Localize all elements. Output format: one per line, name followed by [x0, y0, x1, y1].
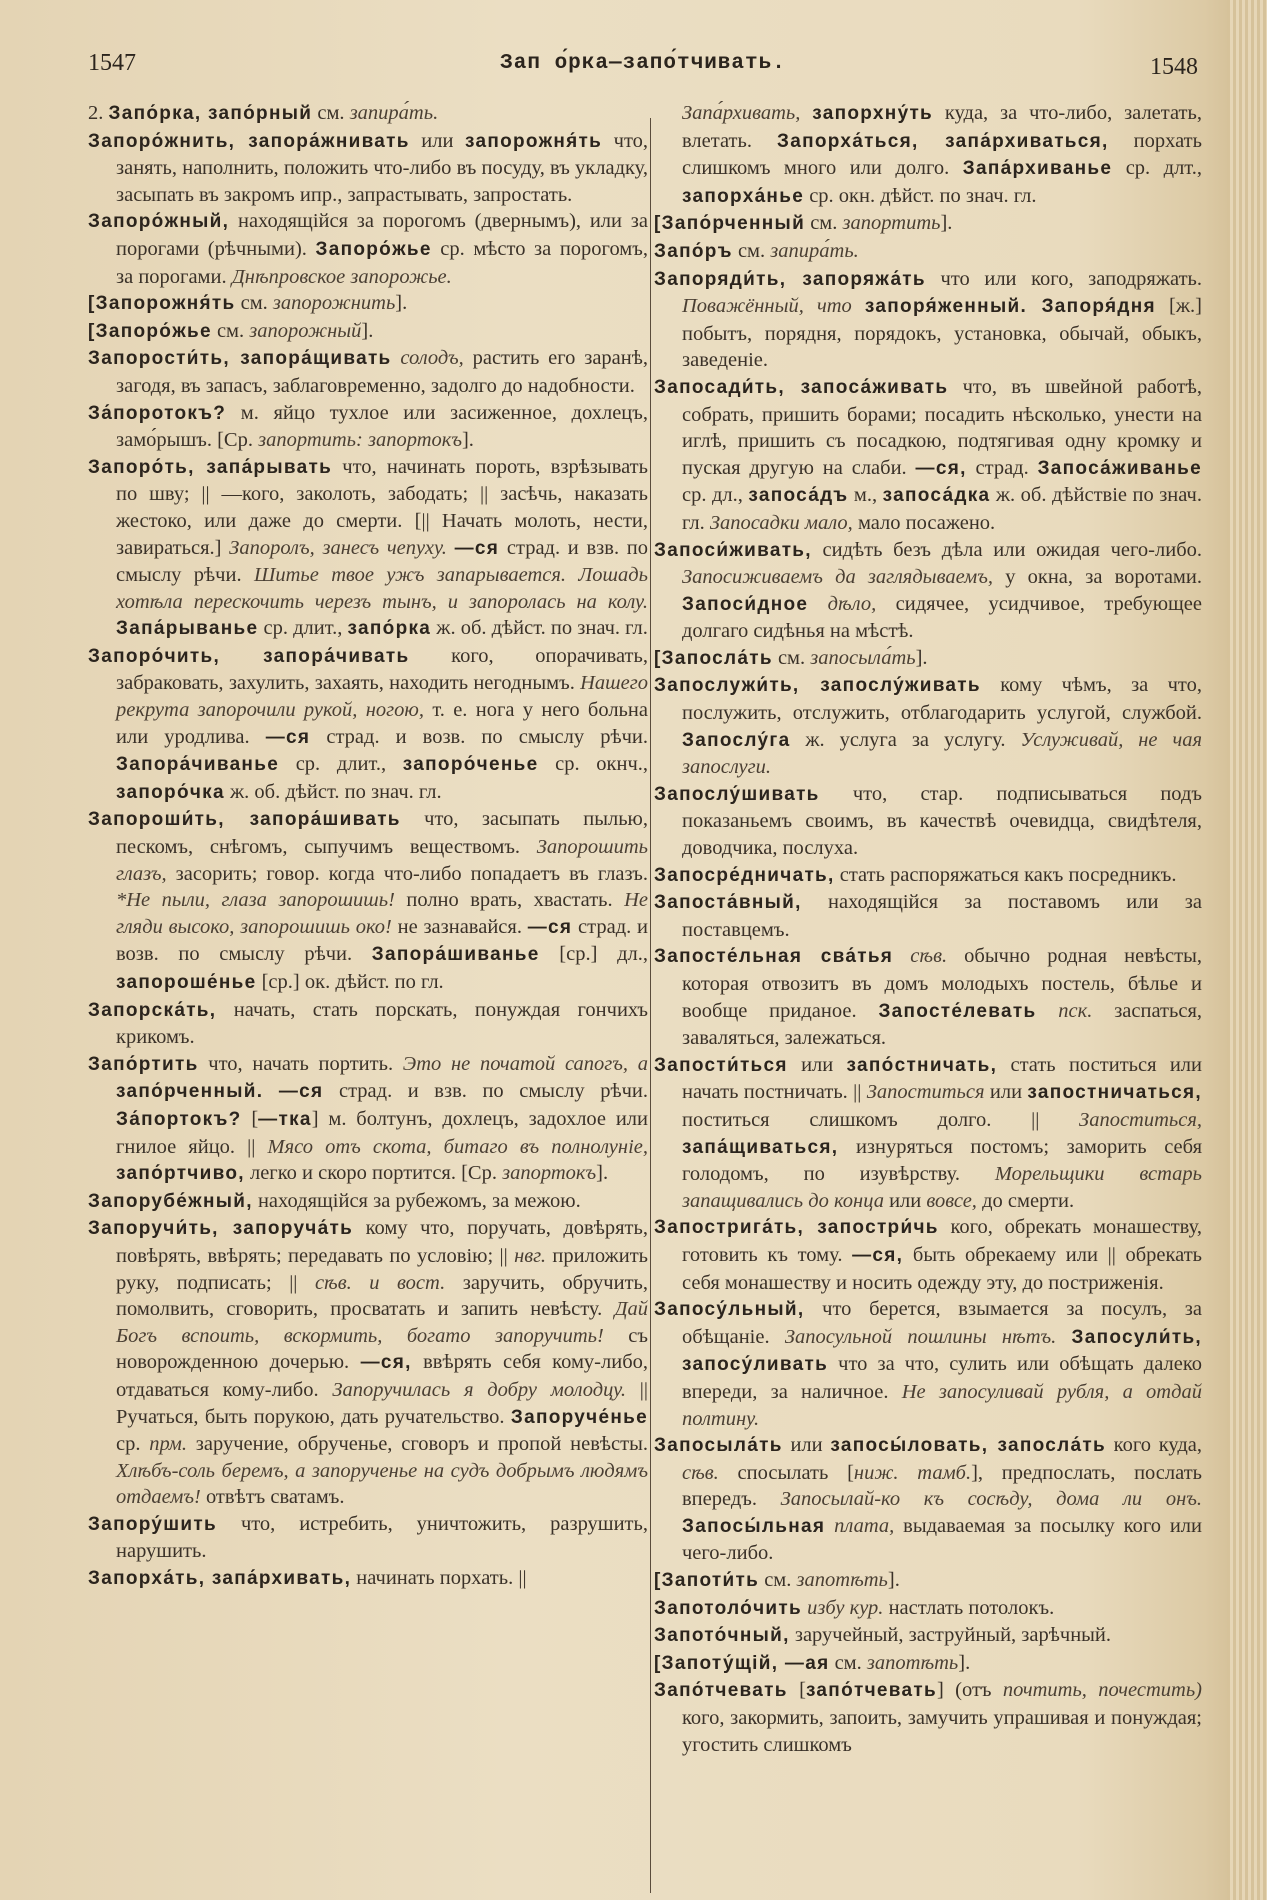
headword: Запорха́ть, запа́рхивать,	[88, 1568, 352, 1590]
entry-text: ср.	[116, 1433, 150, 1456]
headword: запорха́нье	[682, 185, 805, 207]
italic-text: запорожный	[249, 319, 362, 342]
entry-text: кого, опорачивать, забраковать, захулить, захаять, находить негоднымъ.	[116, 644, 648, 695]
headword: —ся,	[915, 457, 967, 479]
entry-text: ].	[361, 319, 374, 342]
headword: [Запоти́ть	[654, 1570, 760, 1592]
entry-text: отвѣтъ сватамъ.	[200, 1486, 345, 1509]
entry-text: страд.	[966, 456, 1038, 479]
entry-text: ].	[395, 292, 408, 315]
headword: —ся	[265, 726, 311, 748]
entry-text: см.	[211, 319, 250, 342]
entry-text: ж. услуга за услугу.	[790, 728, 1021, 751]
entry-text: или	[409, 129, 465, 152]
entry-text: мало посажено.	[852, 511, 996, 534]
left-page-number: 1547	[88, 50, 136, 76]
dictionary-entry	[88, 128, 648, 209]
entry-text: находящійся за рубежомъ, за межою.	[252, 1189, 581, 1212]
entry-text: страд. и взв. по смыслу рѣчи.	[116, 536, 648, 587]
entry-text: ср. окн. дѣйст. по знач. гл.	[804, 184, 1037, 207]
entry-text: легко и скоро портится. [Ср.	[244, 1162, 503, 1185]
italic-text: сѣв.	[910, 945, 948, 968]
headword: запостничаться,	[1027, 1082, 1203, 1104]
italic-text: Запоручилась я добру молодцу.	[332, 1378, 627, 1401]
dictionary-entry	[88, 454, 648, 643]
running-header	[88, 50, 1198, 84]
headword: Запо́рка, запо́рный	[108, 103, 313, 124]
headword: Запосте́льная сва́тья	[654, 946, 894, 968]
entry-text: ср. дл.,	[682, 484, 749, 507]
headword: Запа́рыванье	[116, 618, 259, 640]
entry-text: или	[782, 1434, 831, 1457]
entry-text: что, засыпать пылью, пескомъ, снѣгомъ, сыпучимъ веществомъ.	[116, 808, 648, 859]
italic-text: Не запосуливай рубля, а отдай полтину.	[682, 1380, 1202, 1430]
dictionary-entry	[88, 643, 648, 807]
dictionary-entry	[654, 889, 1202, 943]
entry-text: м. яйцо тухлое или засиженное, дохлецъ, замо́рышъ. [Ср.	[116, 401, 648, 452]
dictionary-entry	[88, 208, 648, 290]
headword: запоря́женный. Запоря́дня	[864, 296, 1156, 318]
entry-text: растить его заранѣ, загодя, въ запасъ, заблаговременно, задолго до надобности.	[116, 347, 648, 397]
entry-text: ср. длит.,	[258, 617, 348, 640]
headword: —ся,	[852, 1244, 904, 1266]
entry-text: ].	[461, 429, 474, 452]
dictionary-entry	[654, 374, 1202, 537]
entry-text: ], предпослать, послать впередъ.	[682, 1461, 1203, 1511]
dictionary-entry	[654, 1677, 1202, 1758]
headword: Запоро́жнить, запора́жнивать	[88, 130, 410, 152]
entry-text: ср. мѣсто за порогомъ, за порогами.	[116, 237, 648, 288]
italic-text: Днѣпровское запорожье.	[231, 265, 452, 288]
entry-text: ] м. болтунъ, дохлецъ, задохлое или гнилое яйцо. ||	[116, 1107, 648, 1158]
dictionary-entry	[654, 1432, 1202, 1567]
header-title: Зап о́рка—запо́тчивать.	[500, 52, 786, 75]
italic-text: вовсе,	[926, 1189, 977, 1212]
entry-text: что, занять, наполнить, положить что-либо въ посуду, въ укладку, засыпать въ закромъ ипр., запрастывать, запростать.	[116, 129, 649, 206]
dictionary-entry	[88, 1051, 648, 1188]
italic-text: Запорошить глазъ,	[116, 836, 648, 885]
entry-text: находящійся за порогомъ (двернымъ), или за порогами (рѣчными).	[116, 210, 648, 260]
headword: [Запоту́щій, —ая	[654, 1652, 830, 1674]
entry-text: заручейный, заструйный, зарѣчный.	[789, 1624, 1112, 1647]
entry-text: ].	[596, 1162, 609, 1185]
italic-text: запира́ть.	[349, 102, 439, 124]
headword: [Запо́рченный	[654, 213, 806, 235]
headword: Запорости́ть, запора́щивать	[88, 348, 392, 370]
entry-text	[825, 1515, 834, 1537]
dictionary-entry	[654, 943, 1202, 1051]
entry-text: см.	[732, 239, 771, 262]
entry-text: страд. и возв. по смыслу рѣчи.	[310, 725, 648, 748]
entry-text: стать распоряжаться какъ посредникъ.	[834, 863, 1177, 886]
dictionary-entry	[88, 400, 648, 454]
headword: Запослу́шивать	[654, 783, 820, 805]
headword: Запо́ртить	[88, 1053, 199, 1075]
entry-text: ср. окнч.,	[538, 753, 648, 776]
italic-text: запосыла́ть	[810, 646, 916, 669]
dictionary-entry	[88, 1565, 648, 1593]
headword: Запоси́дное	[682, 593, 809, 615]
entry-text: кого куда,	[1105, 1434, 1202, 1457]
entry-text: приложить руку, подписать; ||	[116, 1244, 648, 1294]
headword: запо́рка	[347, 618, 432, 640]
entry-text: быть обрекаему или || обрекать себя монашеству и носить одежду эту, до постриженія.	[682, 1243, 1202, 1294]
entry-text	[800, 102, 812, 124]
italic-text: Запосадки мало,	[709, 511, 853, 534]
right-column	[654, 100, 1202, 1758]
italic-text: плата,	[834, 1514, 895, 1537]
entry-text: что берется, взымается за посулъ, за обѣщаніе.	[682, 1298, 1202, 1348]
headword: [Запосла́ть	[654, 647, 773, 669]
dictionary-entry	[654, 1214, 1202, 1296]
headword: Запоряди́ть, запоряжа́ть	[654, 268, 926, 290]
headword: Запосте́левать	[878, 1000, 1037, 1022]
entry-text: ж. об. дѣйст. по знач. гл.	[224, 780, 442, 803]
entry-text: ].	[887, 1569, 900, 1592]
entry-text: см.	[829, 1651, 867, 1674]
italic-text: Запосылай-ко къ сосѣду, дома ли онъ.	[780, 1488, 1203, 1511]
entry-text	[263, 1080, 279, 1102]
entry-text: см.	[312, 102, 350, 124]
italic-text: Мясо отъ скота, битаго въ полнолуніе,	[267, 1135, 648, 1158]
dictionary-entry	[88, 1215, 648, 1511]
italic-text: прм.	[149, 1433, 187, 1456]
italic-text: Шитье твое ужъ запарывается. Лошадь хотѣла перескочить черезъ тынъ, и запоролась на колу.	[116, 564, 648, 613]
entry-text: поститься слишкомъ долго. ||	[682, 1108, 1080, 1131]
headword: Запости́ться	[654, 1054, 788, 1076]
headword: Запора́чиванье	[116, 754, 280, 776]
entry-text: ].	[958, 1651, 971, 1674]
headword: За́портокъ?	[116, 1108, 242, 1130]
entry-text: что или кого, заподряжать.	[925, 267, 1202, 290]
entry-text: см.	[805, 212, 843, 235]
italic-text: *Не пыли, глаза запорошишь!	[116, 889, 395, 912]
headword: —ся	[278, 1081, 324, 1103]
headword: —ся	[454, 537, 500, 559]
headword: —тка	[258, 1108, 312, 1130]
dictionary-entry	[654, 1622, 1202, 1650]
dictionary-entry	[654, 100, 1202, 210]
entry-text: [	[241, 1107, 259, 1130]
entry-text: см.	[759, 1569, 797, 1592]
entry-text: заспаться, заваляться, залежаться.	[682, 999, 1203, 1050]
headword: Запорска́ть,	[88, 999, 217, 1021]
italic-text: Запоститься	[866, 1081, 985, 1104]
headword: запоса́дъ	[748, 485, 849, 507]
headword: запоса́дка	[882, 485, 991, 507]
italic-text: Запосульной пошлины нѣтъ.	[784, 1325, 1057, 1348]
headword: Запосу́льный,	[654, 1299, 805, 1321]
entry-text: кого, закормить, запоить, замучить упрашивая и понуждая; угостить слишкомъ	[682, 1707, 1202, 1756]
italic-text: ниж. тамб.	[853, 1461, 972, 1484]
headword: Запосре́дничать,	[654, 864, 835, 886]
entry-text: или	[787, 1053, 847, 1076]
italic-text: запотѣть	[866, 1651, 959, 1674]
italic-text: запортокъ	[502, 1162, 597, 1185]
entry-text: страд. и взв. по смыслу рѣчи.	[323, 1080, 648, 1103]
italic-text: Запоститься,	[1079, 1108, 1202, 1131]
entry-text	[447, 537, 455, 559]
entry-text: стать поститься или начать постничать. ||	[682, 1053, 1203, 1104]
italic-text: пск.	[1058, 999, 1093, 1022]
entry-text	[1056, 1326, 1071, 1348]
headword: Запору́шить	[88, 1513, 217, 1535]
entry-text: сидячее, усидчивое, требующее долгаго сидѣнья на мѣстѣ.	[682, 592, 1202, 643]
dictionary-entry	[654, 672, 1202, 780]
headword: Запосади́ть, запоса́живать	[654, 376, 949, 398]
entry-text: настлать потолокъ.	[883, 1596, 1055, 1619]
entry-text: кого, обрекать монашеству, готовить къ тому.	[682, 1216, 1202, 1266]
headword: Запорубе́жный,	[88, 1190, 253, 1212]
entry-text: ].	[915, 646, 928, 669]
headword: Запоста́вный,	[654, 892, 802, 914]
headword: запосы́ловать, запосла́ть	[830, 1435, 1106, 1457]
entry-text: сидѣть безъ дѣла или ожидая чего-либо.	[811, 538, 1202, 561]
dictionary-entry	[654, 266, 1202, 374]
headword: Запоро́ть, запа́рывать	[88, 456, 333, 478]
dictionary-entry	[654, 1052, 1202, 1215]
headword: Запосыла́ть	[654, 1435, 783, 1457]
entry-text: [ж.] побытъ, порядня, порядокъ, установка, обычай, обыкъ, заведеніе.	[682, 295, 1203, 372]
dictionary-entry	[654, 1595, 1202, 1623]
italic-text: Запоролъ, занесъ чепуху.	[229, 536, 447, 559]
headword: За́поротокъ?	[88, 402, 227, 424]
entry-text: заручение, обрученье, сговоръ и пропой невѣсты.	[186, 1433, 648, 1456]
entry-text: см.	[235, 292, 273, 315]
entry-text: страд. и возв. по смыслу рѣчи.	[116, 915, 648, 966]
book-page-edge	[1227, 0, 1267, 1900]
italic-text: запира́ть.	[770, 239, 859, 262]
italic-text: сѣв.	[682, 1461, 719, 1484]
headword: Запослужи́ть, запослу́живать	[654, 675, 981, 697]
italic-text: Услуживай, не чая запослуги.	[682, 728, 1202, 779]
headword: Запоро́жье	[315, 238, 432, 260]
entry-text	[1036, 1000, 1058, 1022]
headword: запоро́чка	[116, 781, 225, 803]
headword: Запорха́ться, запа́рхиваться,	[777, 130, 1109, 152]
headword: Запороши́ть, запора́шивать	[88, 809, 401, 831]
italic-text: Морельщики встарь запащивались до конца	[682, 1163, 1202, 1212]
entry-text: заручить, обручить, помолвить, сговорить, просватать и запить невѣсту.	[116, 1271, 649, 1321]
headword: запоро́ченье	[402, 754, 539, 776]
dictionary-entry	[88, 345, 648, 399]
italic-text: почтить, почестить)	[1002, 1679, 1202, 1702]
italic-text: дѣло,	[827, 592, 877, 615]
entry-text	[852, 295, 865, 317]
headword: Запора́шиванье	[371, 944, 540, 966]
headword: Запоси́живать,	[654, 539, 812, 561]
entry-text: || Ручаться, быть порукою, дать ручательство.	[116, 1378, 648, 1428]
headword: запо́рченный.	[116, 1081, 264, 1103]
headword: Запа́рхиванье	[962, 158, 1113, 180]
entry-text: что за что, сулить или обѣщать далеко впереди, за наличное.	[682, 1353, 1202, 1403]
entry-text: спосылать [	[718, 1461, 854, 1484]
right-page-number: 1548	[1150, 54, 1198, 80]
italic-text: запортить: запортокъ	[258, 429, 462, 452]
entry-text: или	[883, 1189, 927, 1212]
headword: Запострига́ть, запостри́чь	[654, 1217, 939, 1239]
entry-text	[893, 945, 910, 967]
entry-text: что, истребить, уничтожить, разрушить, нарушить.	[116, 1512, 648, 1563]
italic-text: Дай Богъ вспоить, вскормить, богато запоручить!	[116, 1298, 648, 1347]
entry-text: ввѣрять себя кому-либо, отдаваться кому-либо.	[116, 1351, 648, 1401]
dictionary-entry	[654, 210, 1202, 238]
headword: Запослу́га	[682, 729, 791, 751]
headword: Запо́ръ	[654, 240, 733, 262]
headword: Запото́чный,	[654, 1625, 790, 1647]
entry-text: полно врать, хвастать.	[394, 889, 625, 912]
entry-text: или	[984, 1081, 1028, 1104]
headword: Запосы́льная	[682, 1515, 826, 1537]
italic-text: Запа́рхивать,	[682, 102, 801, 124]
entry-text: что, начинать пороть, взрѣзывать по шву; || —кого, заколоть, забодать; || засѣчь, наказать жестоко, или даже до смерти. [|| Начать молоть, нести, завираться.]	[116, 455, 648, 559]
entry-text: до смерти.	[976, 1189, 1075, 1212]
entry-text: что, въ швейной работѣ, собрать, пришить борами; посадить нѣсколько, унести на иглѣ, пришить съ посадкою, подтягивая одну кромку и пуская другую на слаби.	[682, 375, 1202, 479]
headword: —ся	[527, 916, 573, 938]
entry-text: выдаваемая за посылку кого или чего-либо.	[682, 1514, 1203, 1565]
headword: запо́ртчиво,	[116, 1163, 245, 1185]
dictionary-entry	[88, 290, 648, 318]
dictionary-entry	[654, 862, 1202, 890]
entry-text: порхать слишкомъ много или долго.	[682, 129, 1202, 180]
dictionary-entry	[654, 1567, 1202, 1595]
dictionary-entry	[654, 1296, 1202, 1432]
headword: Запоро́чить, запора́чивать	[88, 645, 410, 667]
dictionary-entry	[88, 806, 648, 996]
italic-text: солодъ,	[400, 347, 464, 370]
entry-text: у окна, за воротами.	[993, 566, 1202, 589]
dictionary-entry	[88, 318, 648, 346]
entry-text: начать, стать порскать, понуждая гончихъ крикомъ.	[116, 998, 648, 1049]
italic-text: Нашего рекрута запорочили рукой, ногою,	[116, 672, 648, 722]
italic-text: нвг.	[514, 1244, 547, 1267]
entry-text: м.,	[848, 484, 883, 507]
entry-text: съ новорожденною дочерью.	[116, 1324, 648, 1374]
headword: Запо́тчевать	[654, 1680, 788, 1702]
entry-text: обычно родная невѣсты, которая отвозитъ въ домъ молодыхъ постель, бѣлье и вообще приданое.	[682, 945, 1203, 1022]
headword: запорхну́ть	[812, 103, 934, 124]
dictionary-entry	[654, 1650, 1202, 1678]
column-divider	[650, 118, 651, 1893]
headword: запорожня́ть	[464, 130, 603, 152]
entry-text: засорить; говор. когда что-либо попадаетъ въ глазъ.	[166, 862, 648, 885]
left-column	[88, 100, 648, 1593]
headword: Запоручи́ть, запоруча́ть	[88, 1218, 354, 1240]
entry-text: начинать порхать. ||	[351, 1567, 527, 1590]
headword: Запотоло́чить	[654, 1597, 802, 1619]
entry-text: ] (отъ	[936, 1679, 1003, 1702]
entry-text: изнуряться постомъ; заморить себя голодомъ, по изувѣрству.	[682, 1135, 1202, 1186]
headword: запороше́нье	[116, 972, 257, 993]
headword: Запосули́ть, запосу́ливать	[682, 1326, 1202, 1376]
headword: запа́щиваться,	[682, 1136, 839, 1158]
italic-text: сѣв. и вост.	[314, 1271, 446, 1294]
entry-text: ж. об. дѣйст. по знач. гл.	[431, 617, 648, 640]
dictionary-entry	[88, 100, 648, 128]
headword: [Запорожня́ть	[88, 293, 236, 315]
entry-text: см.	[772, 646, 811, 669]
entry-text: кому что, поручать, довѣрять, повѣрять, ввѣрять; передавать по условію; ||	[116, 1217, 648, 1267]
headword: Запоса́живанье	[1037, 457, 1203, 479]
entry-text: находящійся за поставомъ или за поставцемъ.	[682, 891, 1202, 941]
entry-text: что, начать портить.	[198, 1052, 403, 1075]
dictionary-entry	[654, 238, 1202, 266]
entry-text: что, стар. подписываться подъ показаньемъ своимъ, въ качествѣ очевидца, свидѣтеля, доводчика, послуха.	[682, 782, 1202, 860]
entry-text	[808, 593, 827, 615]
dictionary-entry	[654, 781, 1202, 862]
entry-text: кому чѣмъ, за что, послужить, отслужить, отблагодарить услугой, службой.	[682, 674, 1202, 725]
dictionary-entry	[654, 537, 1202, 645]
entry-text: [ср.] ок. дѣйст. по гл.	[256, 971, 444, 993]
entry-text: т. е. нога у него больна или уродлива.	[116, 699, 648, 748]
italic-text: Поважённый, что	[682, 295, 852, 318]
italic-text: Не гляди высоко, запорошишь око!	[116, 889, 648, 938]
entry-text: ср. длит.,	[279, 753, 403, 776]
dictionary-entry	[88, 997, 648, 1051]
dictionary-entry	[88, 1188, 648, 1216]
headword: Запоро́жный,	[88, 211, 230, 233]
headword: Запоруче́нье	[510, 1406, 648, 1428]
entry-text: не зазнавайся.	[391, 915, 528, 938]
italic-text: запортить	[842, 212, 941, 235]
italic-text: запорожнить	[272, 292, 396, 315]
entry-text: ж. об. дѣйствіе по знач. гл.	[682, 484, 1202, 534]
headword: —ся,	[360, 1352, 412, 1374]
entry-text: ].	[940, 212, 953, 235]
italic-text: избу кур.	[807, 1596, 884, 1619]
entry-text: ср. длт.,	[1112, 157, 1202, 180]
headword: запо́тчевать	[805, 1680, 937, 1702]
entry-text: [	[787, 1679, 806, 1702]
entry-text: куда, за что-либо, залетать, влетать.	[682, 102, 1202, 152]
italic-text: запотѣть	[796, 1569, 888, 1592]
dictionary-entry	[88, 1511, 648, 1565]
italic-text: Это не початой сапогъ, а	[402, 1052, 648, 1075]
entry-text: 2.	[88, 102, 109, 124]
headword: запо́стничать,	[846, 1054, 998, 1076]
headword: [Запоро́жье	[88, 320, 212, 342]
dictionary-entry	[654, 645, 1202, 673]
italic-text: Запосиживаемъ да заглядываемъ,	[682, 566, 994, 589]
italic-text: Хлѣбъ-соль беремъ, а запорученье на судъ добрымъ людямъ отдаемъ!	[116, 1459, 648, 1509]
entry-text: [ср.] дл.,	[539, 943, 648, 966]
